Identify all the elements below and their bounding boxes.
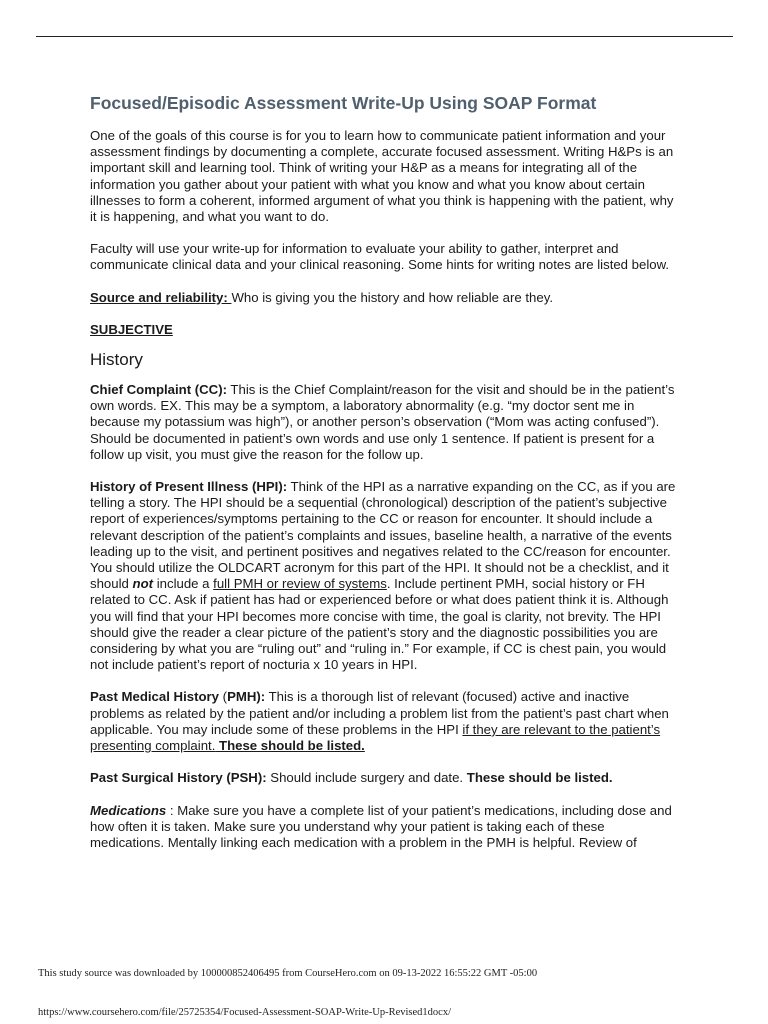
cc-text: This is the Chief Complaint/reason for the visit and should be in the patient’s own words. EX. This may be a symptom, a laboratory abnormality (e.g. “my doctor sent me in because my potassium was high”), or another person’s observation (“Mom was acting confused”). Should be documented in patient’s own words and use only 1 sentence. If patient is present for a follow up visit, you must give the reason for the follow up. [90, 382, 675, 462]
hpi-underlined: full PMH or review of systems [213, 576, 387, 592]
source-url: https://www.coursehero.com/file/25725354/Focused-Assessment-SOAP-Write-Up-Revised1docx/ [38, 1007, 451, 1018]
hpi-emphasis: not [132, 576, 154, 592]
cc-paragraph [90, 382, 682, 463]
hpi-paragraph [90, 479, 682, 673]
document-body [90, 92, 682, 851]
document-title: Focused/Episodic Assessment Write-Up Using SOAP Format [90, 93, 597, 113]
intro-paragraph-1: One of the goals of this course is for you to learn how to communicate patient information and your assessment findings by documenting a complete, accurate focused assessment. Writing H&Ps is an important skill and learning tool. Think of writing your H&P as a means for integrating all of the information you gather about your patient with what you know and what you know about certain illnesses to form a coherent, informed argument of what you think is happening with the patient, why it is happening, and what you want to do. [90, 128, 674, 225]
pmh-listed-note: These should be listed. [215, 738, 365, 754]
cc-label: Chief Complaint (CC): [90, 382, 227, 398]
hpi-text-1: Think of the HPI as a narrative expanding on the CC, as if you are telling a story. The HPI should be a sequential (chronological) description of the patient’s subjective report of experiences/symptoms pertaining to the CC or reason for encounter. It should include a relevant description of the patient’s complaints and issues, baseline health, a narrative of the events leading up to the visit, and pertinent positives and negatives related to the CC/reason for encounter. You should utilize the OLDCART acronym for this part of the HPI. It should not be a checklist, and it should [90, 479, 676, 592]
psh-listed-note: These should be listed. [466, 770, 613, 786]
psh-label: Past Surgical History (PSH): [90, 770, 267, 786]
subjective-heading: SUBJECTIVE [90, 321, 173, 337]
pmh-label-2: ( [219, 689, 228, 705]
pmh-label-1: Past Medical History [90, 689, 219, 705]
pmh-paragraph [90, 689, 682, 754]
psh-paragraph [90, 770, 682, 786]
download-note: This study source was downloaded by 100000852406495 from CourseHero.com on 09-13-2022 16:55:22 GMT -05:00 [38, 968, 538, 979]
hpi-text-3: . Include pertinent PMH, social history or FH related to CC. Ask if patient has had or experienced before or what does patient think it is. Although you will find that your HPI becomes more concise with time, the goal is clarity, not brevity. The HPI should give the reader a clear picture of the patient’s story and the diagnostic possibilities you are considering by what you are “ruling out” and “ruling in.” For example, if CC is chest pain, you would not include patient’s report of nocturia x 10 years in HPI. [90, 576, 669, 673]
medications-label: Medications [90, 802, 167, 818]
source-label: Source and reliability: [90, 289, 232, 305]
history-heading: History [90, 350, 143, 370]
intro-paragraph-2: Faculty will use your write-up for information to evaluate your ability to gather, interpret and communicate clinical data and your clinical reasoning. Some hints for writing notes are listed below. [90, 241, 670, 273]
source-paragraph [90, 290, 682, 306]
pmh-text: This is a thorough list of relevant (focused) active and inactive problems as related by the patient and/or including a problem list from the patient’s past chart when applicable. You may include some of these problems in the HPI [90, 689, 669, 737]
pmh-underlined: if they are relevant to the patient’s presenting complaint. [90, 721, 661, 754]
psh-text: Should include surgery and date. [266, 770, 467, 786]
top-rule [36, 36, 733, 37]
pmh-label-3: PMH [227, 689, 257, 705]
hpi-label: History of Present Illness (HPI): [90, 479, 288, 495]
medications-text: : Make sure you have a complete list of your patient’s medications, including dose and how often it is taken. Make sure you understand why your patient is taking each of these medications. Mentally linking each medication with a problem in the PMH is helpful. Review of [90, 802, 672, 850]
pmh-label-4: ): [256, 689, 266, 705]
hpi-text-2: include a [153, 576, 214, 592]
medications-paragraph [90, 803, 682, 852]
source-text: Who is giving you the history and how reliable are they. [231, 289, 553, 305]
